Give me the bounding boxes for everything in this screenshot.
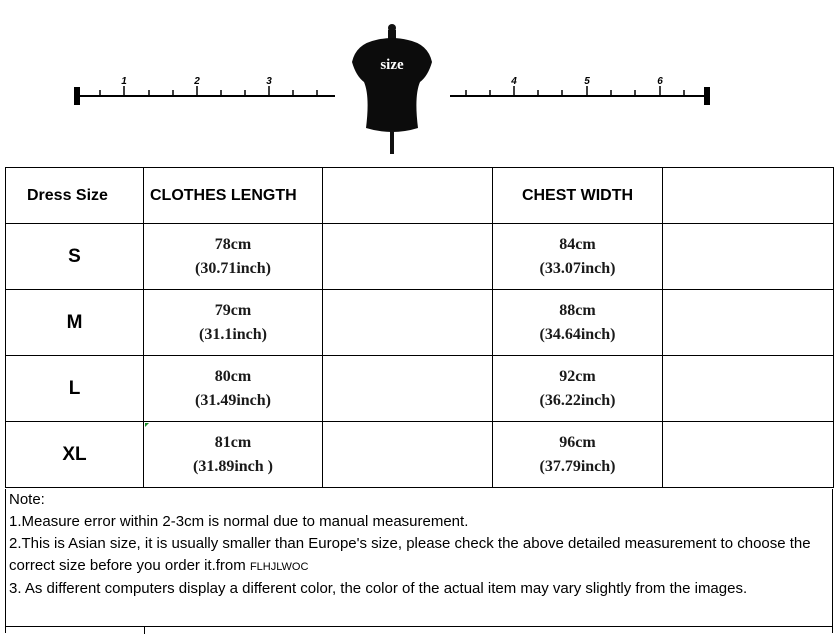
table-bottom-edge xyxy=(5,626,833,633)
table-row xyxy=(6,224,834,290)
chest-cell xyxy=(493,224,663,290)
chest-cm: 96cm xyxy=(559,433,596,451)
mannequin-icon xyxy=(352,24,432,154)
brand-name: FLHJLWOC xyxy=(249,561,309,573)
note-line xyxy=(9,533,828,578)
length-cell xyxy=(144,356,323,422)
length-inch: (31.1inch) xyxy=(199,325,267,343)
ruler-tick-label: 6 xyxy=(657,76,663,87)
ruler-tick-label: 4 xyxy=(511,76,517,87)
length-cell xyxy=(144,224,323,290)
chest-cm: 92cm xyxy=(559,367,596,385)
table-row xyxy=(6,356,834,422)
empty-cell xyxy=(663,356,834,422)
chest-cell xyxy=(493,290,663,356)
chest-inch: (36.22inch) xyxy=(539,391,616,409)
empty-cell xyxy=(663,290,834,356)
empty-cell xyxy=(323,422,493,488)
chest-cell xyxy=(493,422,663,488)
chest-cm: 88cm xyxy=(559,301,596,319)
empty-cell xyxy=(663,224,834,290)
table-row xyxy=(6,422,834,488)
empty-cell xyxy=(323,224,493,290)
size-cell: XL xyxy=(6,422,144,488)
size-banner xyxy=(0,0,835,166)
table-header-row xyxy=(6,168,834,224)
chest-inch: (34.64inch) xyxy=(539,325,616,343)
length-inch: (31.49inch) xyxy=(195,391,271,409)
size-chart-table xyxy=(5,167,834,488)
ruler-tick-label: 2 xyxy=(194,76,200,87)
right-ruler xyxy=(450,76,710,105)
chest-inch: (37.79inch) xyxy=(539,457,616,475)
length-cm: 80cm xyxy=(214,367,252,385)
size-cell: L xyxy=(6,356,144,422)
length-cell xyxy=(144,290,323,356)
length-inch: (30.71inch) xyxy=(195,259,271,277)
header-dress-size: Dress Size xyxy=(6,168,144,224)
ruler-tick-label: 3 xyxy=(266,76,272,87)
empty-cell xyxy=(323,356,493,422)
cell-marker-icon xyxy=(145,423,149,427)
chest-cell xyxy=(493,356,663,422)
length-cm: 79cm xyxy=(214,301,252,319)
ruler-tick-label: 1 xyxy=(121,76,127,87)
note-text: 2.This is Asian size, it is usually smaller than Europe's size, please check the above detailed measurement to choose the correct size before you order it.from xyxy=(9,535,811,574)
size-cell: S xyxy=(6,224,144,290)
table-row xyxy=(6,290,834,356)
size-cell: M xyxy=(6,290,144,356)
notes-title: Note: xyxy=(9,491,45,508)
length-cell xyxy=(144,422,323,488)
left-ruler xyxy=(74,76,335,105)
notes-section xyxy=(5,489,833,626)
ruler-tick-label: 5 xyxy=(584,76,590,87)
empty-cell xyxy=(323,290,493,356)
header-empty-cell xyxy=(663,168,834,224)
note-line: 1.Measure error within 2-3cm is normal due to manual measurement. xyxy=(9,513,469,530)
chest-cm: 84cm xyxy=(559,235,596,253)
length-cm: 78cm xyxy=(214,235,252,253)
header-chest-width: CHEST WIDTH xyxy=(493,168,663,224)
header-empty-cell xyxy=(323,168,493,224)
length-inch: (31.89inch ) xyxy=(193,457,273,475)
empty-cell xyxy=(663,422,834,488)
note-line: 3. As different computers display a different color, the color of the actual item may vary slightly from the images. xyxy=(9,580,748,597)
length-cm: 81cm xyxy=(214,433,252,451)
header-clothes-length: CLOTHES LENGTH xyxy=(144,168,323,224)
mannequin-label: size xyxy=(380,57,404,73)
chest-inch: (33.07inch) xyxy=(539,259,616,277)
